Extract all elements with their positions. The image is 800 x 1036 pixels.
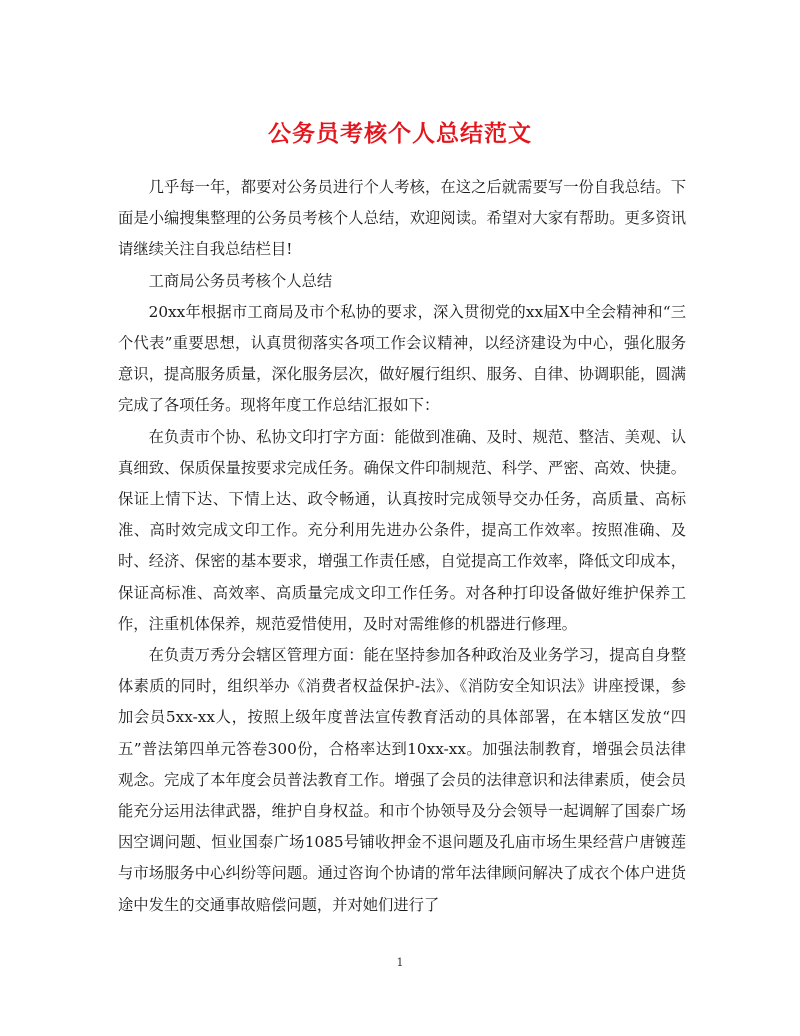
body-paragraph: 在负责万秀分会辖区管理方面：能在坚持参加各种政治及业务学习，提高自身整体素质的同时，组织举办《消费者权益保护-法》、《消防安全知识法》讲座授课，参加会员5xx-xx人，按照上级年度普法宣传教育活动的具体部署，在本辖区发放“四五”普法第四单元答卷300份，合格率达到10xx-xx。加强法制教育，增强会员法律观念。完成了本年度会员普法教育工作。增强了会员的法律意识和法律素质，使会员能充分运用法律武器，维护自身权益。和市个协领导及分会领导一起调解了国泰广场因空调问题、恒业国泰广场1085号铺收押金不退问题及孔庙市场生果经营户唐镀莲与市场服务中心纠纷等问题。通过咨询个协请的常年法律顾问解决了成衣个体户进货途中发生的交通事故赔偿问题，并对她们进行了 (118, 646, 686, 914)
document-title: 公务员考核个人总结范文 (268, 121, 532, 148)
intro-paragraph: 几乎每一年，都要对公务员进行个人考核，在这之后就需要写一份自我总结。下面是小编搜集整理的公务员考核个人总结，欢迎阅读。希望对大家有帮助。更多资讯请继续关注自我总结栏目! (118, 178, 686, 259)
page-number: 1 (396, 956, 404, 969)
section-heading: 工商局公务员考核个人总结 (148, 271, 333, 290)
document-body (118, 172, 686, 921)
body-paragraph: 在负责市个协、私协文印打字方面：能做到准确、及时、规范、整洁、美观、认真细致、保质保量按要求完成任务。确保文件印制规范、科学、严密、高效、快捷。保证上情下达、下情上达、政令畅通，认真按时完成领导交办任务，高质量、高标准、高时效完成文印工作。充分利用先进办公条件，提高工作效率。按照准确、及时、经济、保密的基本要求，增强工作责任感，自觉提高工作效率，降低文印成本，保证高标准、高效率、高质量完成文印工作任务。对各种打印设备做好维护保养工作，注重机体保养，规范爱惜使用，及时对需维修的机器进行修理。 (118, 427, 686, 633)
body-paragraph: 20xx年根据市工商局及市个私协的要求，深入贯彻党的xx届X中全会精神和“三个代表”重要思想，认真贯彻落实各项工作会议精神，以经济建设为中心，强化服务意识，提高服务质量，深化服务层次，做好履行组织、服务、自律、协调职能，圆满完成了各项任务。现将年度工作总结汇报如下： (118, 302, 686, 415)
